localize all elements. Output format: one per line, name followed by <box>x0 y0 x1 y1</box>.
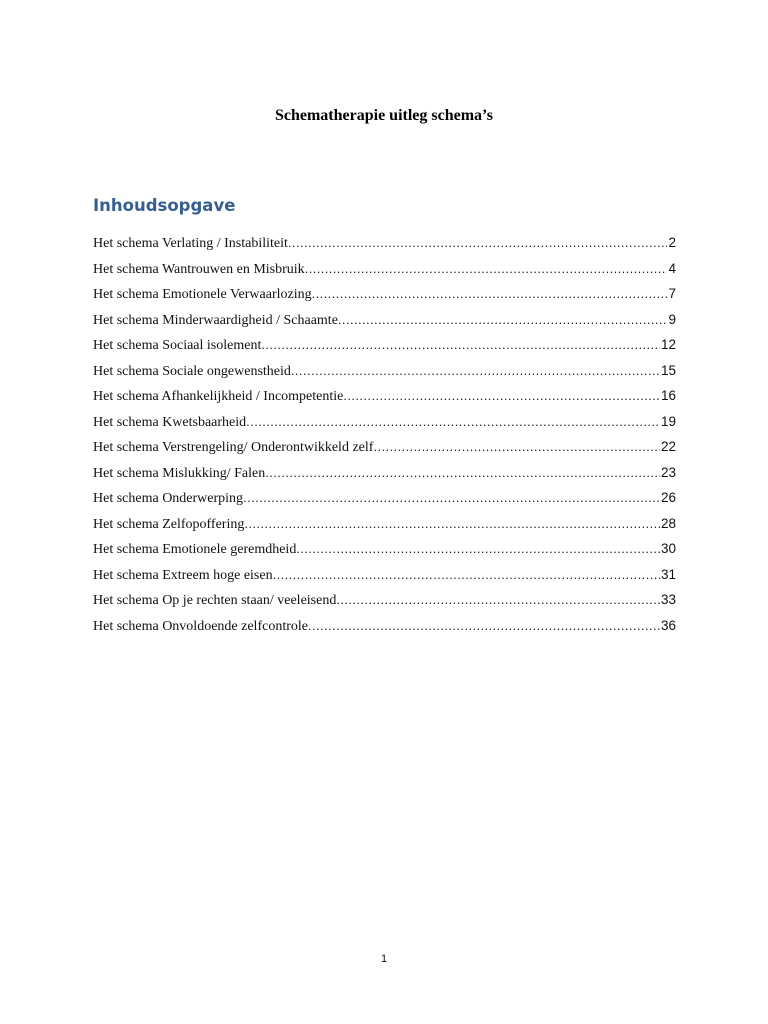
toc-entry-page: 19 <box>660 413 676 429</box>
toc-entry[interactable] <box>93 261 676 287</box>
toc-leader-dots <box>296 541 660 556</box>
toc-leader-dots <box>336 592 660 607</box>
toc-leader-dots <box>288 235 668 250</box>
document-title: Schematherapie uitleg schema’s <box>274 107 494 124</box>
toc-entry-label: Het schema Wantrouwen en Misbruik <box>93 261 305 277</box>
toc-entry[interactable] <box>93 337 676 363</box>
toc-entry-label: Het schema Emotionele geremdheid <box>93 542 297 557</box>
toc-entry-page: 36 <box>660 617 676 633</box>
toc-entry[interactable] <box>93 567 676 593</box>
toc-leader-dots <box>305 261 668 276</box>
toc-leader-dots <box>265 465 660 480</box>
toc-entry-page: 15 <box>660 362 676 378</box>
toc-entry-page: 2 <box>668 235 676 250</box>
toc-entry[interactable] <box>93 465 676 491</box>
toc-leader-dots <box>261 337 660 352</box>
toc-entry[interactable] <box>93 414 676 440</box>
toc-entry[interactable] <box>93 312 676 338</box>
toc-leader-dots <box>246 414 660 429</box>
toc-leader-dots <box>243 490 660 505</box>
toc-entry[interactable] <box>93 388 676 414</box>
toc-leader-dots <box>338 312 668 327</box>
toc-entry[interactable] <box>93 592 676 618</box>
toc-entry[interactable] <box>93 490 676 516</box>
toc-entry-page: 30 <box>660 541 676 556</box>
toc-leader-dots <box>273 567 660 582</box>
toc-entry[interactable] <box>93 618 676 644</box>
toc-entry-label: Het schema Onvoldoende zelfcontrole <box>93 618 308 634</box>
toc-entry-page: 7 <box>668 286 676 301</box>
toc-entry-page: 28 <box>660 515 676 531</box>
toc-leader-dots <box>308 618 660 633</box>
toc-entry-page: 23 <box>660 464 676 480</box>
toc-entry-label: Het schema Extreem hoge eisen <box>93 567 273 583</box>
toc-entry[interactable] <box>93 516 676 542</box>
toc-entry-label: Het schema Op je rechten staan/ veeleisend <box>93 593 337 608</box>
toc-entry-page: 33 <box>660 592 676 607</box>
toc-entry-label: Het schema Verstrengeling/ Onderontwikkeld zelf <box>93 440 374 455</box>
toc-entry[interactable] <box>93 363 676 389</box>
page-number: 1 <box>380 953 388 965</box>
toc-entry[interactable] <box>93 235 676 261</box>
toc-list <box>93 235 676 643</box>
toc-entry-page: 31 <box>660 566 676 582</box>
toc-leader-dots <box>312 286 668 301</box>
toc-entry-label: Het schema Onderwerping <box>93 491 244 506</box>
toc-entry-page: 12 <box>660 337 676 352</box>
toc-entry-label: Het schema Sociaal isolement <box>93 338 262 353</box>
toc-entry-page: 16 <box>660 388 676 403</box>
toc-leader-dots <box>291 363 660 378</box>
toc-entry[interactable] <box>93 286 676 312</box>
toc-entry-label: Het schema Kwetsbaarheid <box>93 414 247 430</box>
toc-entry[interactable] <box>93 439 676 465</box>
toc-leader-dots <box>373 439 660 454</box>
toc-entry-label: Het schema Zelfopoffering <box>93 516 245 532</box>
toc-heading: Inhoudsopgave <box>93 196 236 215</box>
toc-entry-page: 4 <box>668 260 676 276</box>
toc-entry-label: Het schema Mislukking/ Falen <box>93 465 266 481</box>
toc-entry-page: 26 <box>660 490 676 505</box>
toc-entry[interactable] <box>93 541 676 567</box>
toc-entry-label: Het schema Sociale ongewenstheid <box>93 363 291 379</box>
toc-entry-label: Het schema Minderwaardigheid / Schaamte <box>93 312 338 328</box>
toc-leader-dots <box>244 516 660 531</box>
toc-entry-page: 22 <box>660 439 676 454</box>
toc-entry-label: Het schema Verlating / Instabiliteit <box>93 236 288 251</box>
toc-leader-dots <box>343 388 660 403</box>
toc-entry-label: Het schema Emotionele Verwaarlozing <box>93 287 312 302</box>
toc-entry-label: Het schema Afhankelijkheid / Incompetentie <box>93 389 344 404</box>
toc-entry-page: 9 <box>668 311 676 327</box>
